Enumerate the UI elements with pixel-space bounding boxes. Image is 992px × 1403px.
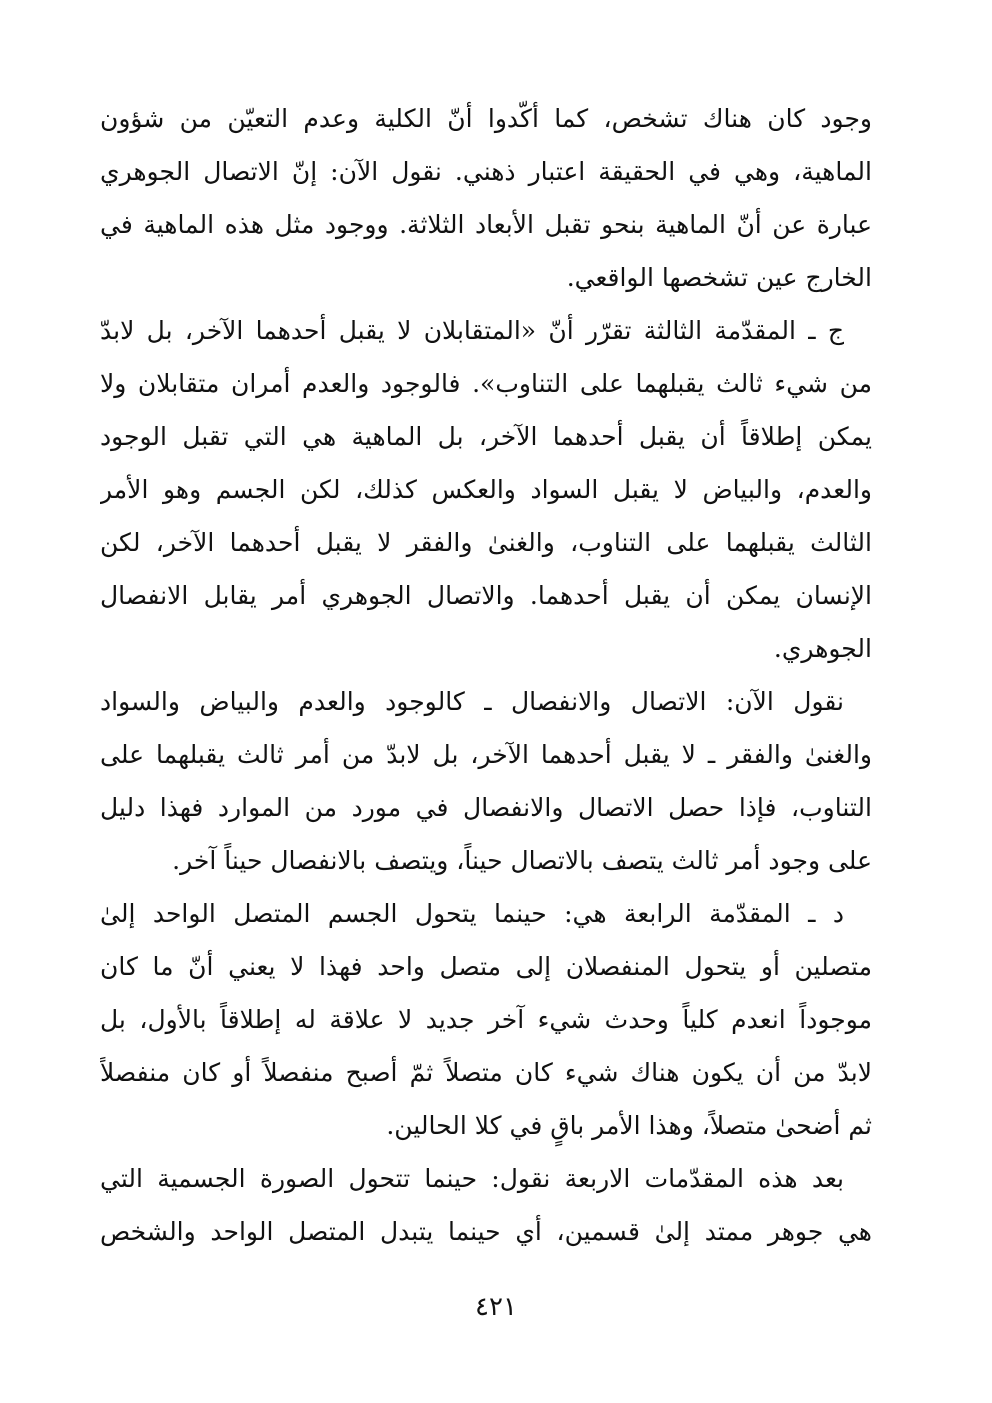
page-number: ٤٢١ bbox=[475, 1292, 517, 1322]
text-line: نقول الآن: الاتصال والانفصال ـ كالوجود والعدم والبياض والسواد bbox=[100, 687, 844, 716]
text-line: والعدم، والبياض لا يقبل السواد والعكس كذلك، لكن الجسم وهو الأمر bbox=[100, 475, 872, 504]
body-text bbox=[100, 92, 872, 1258]
text-line: التناوب، فإذا حصل الاتصال والانفصال في مورد من الموارد فهذا دليل bbox=[100, 793, 872, 822]
text-line: الماهية، وهي في الحقيقة اعتبار ذهني. نقول الآن: إنّ الاتصال الجوهري bbox=[100, 157, 872, 186]
text-line: والغنىٰ والفقر ـ لا يقبل أحدهما الآخر، بل لابدّ من أمر ثالث يقبلهما على bbox=[100, 740, 872, 769]
text-line: بعد هذه المقدّمات الاربعة نقول: حينما تتحول الصورة الجسمية التي bbox=[100, 1164, 844, 1193]
text-line: د ـ المقدّمة الرابعة هي: حينما يتحول الجسم المتصل الواحد إلىٰ bbox=[100, 899, 844, 928]
text-line: عبارة عن أنّ الماهية بنحو تقبل الأبعاد الثلاثة. ووجود مثل هذه الماهية في bbox=[100, 210, 872, 239]
text-line: متصلين أو يتحول المنفصلان إلى متصل واحد فهذا لا يعني أنّ ما كان bbox=[100, 952, 872, 981]
text-line: هي جوهر ممتد إلىٰ قسمين، أي حينما يتبدل المتصل الواحد والشخص bbox=[100, 1217, 872, 1246]
text-line: الخارج عين تشخصها الواقعي. bbox=[566, 263, 872, 292]
text-line: الإنسان يمكن أن يقبل أحدهما. والاتصال الجوهري أمر يقابل الانفصال bbox=[100, 581, 872, 610]
text-line: على وجود أمر ثالث يتصف بالاتصال حيناً، ويتصف بالانفصال حيناً آخر. bbox=[172, 846, 872, 875]
text-line: موجوداً انعدم كلياً وحدث شيء آخر جديد لا علاقة له إطلاقاً بالأول، بل bbox=[100, 1005, 872, 1034]
text-line: وجود كان هناك تشخص، كما أكّدوا أنّ الكلية وعدم التعيّن من شؤون bbox=[100, 104, 872, 133]
text-line: ثم أضحىٰ متصلاً، وهذا الأمر باقٍ في كلا الحالين. bbox=[386, 1111, 872, 1140]
text-line: الثالث يقبلهما على التناوب، والغنىٰ والفقر لا يقبل أحدهما الآخر، لكن bbox=[100, 528, 872, 557]
text-line: الجوهري. bbox=[773, 634, 872, 663]
text-line: لابدّ من أن يكون هناك شيء كان متصلاً ثمّ أصبح منفصلاً أو كان منفصلاً bbox=[100, 1058, 872, 1087]
text-line: من شيء ثالث يقبلهما على التناوب». فالوجود والعدم أمران متقابلان ولا bbox=[100, 369, 872, 398]
text-line: يمكن إطلاقاً أن يقبل أحدهما الآخر، بل الماهية هي التي تقبل الوجود bbox=[100, 422, 872, 451]
text-line: ج ـ المقدّمة الثالثة تقرّر أنّ «المتقابلان لا يقبل أحدهما الآخر، بل لابدّ bbox=[100, 316, 844, 345]
